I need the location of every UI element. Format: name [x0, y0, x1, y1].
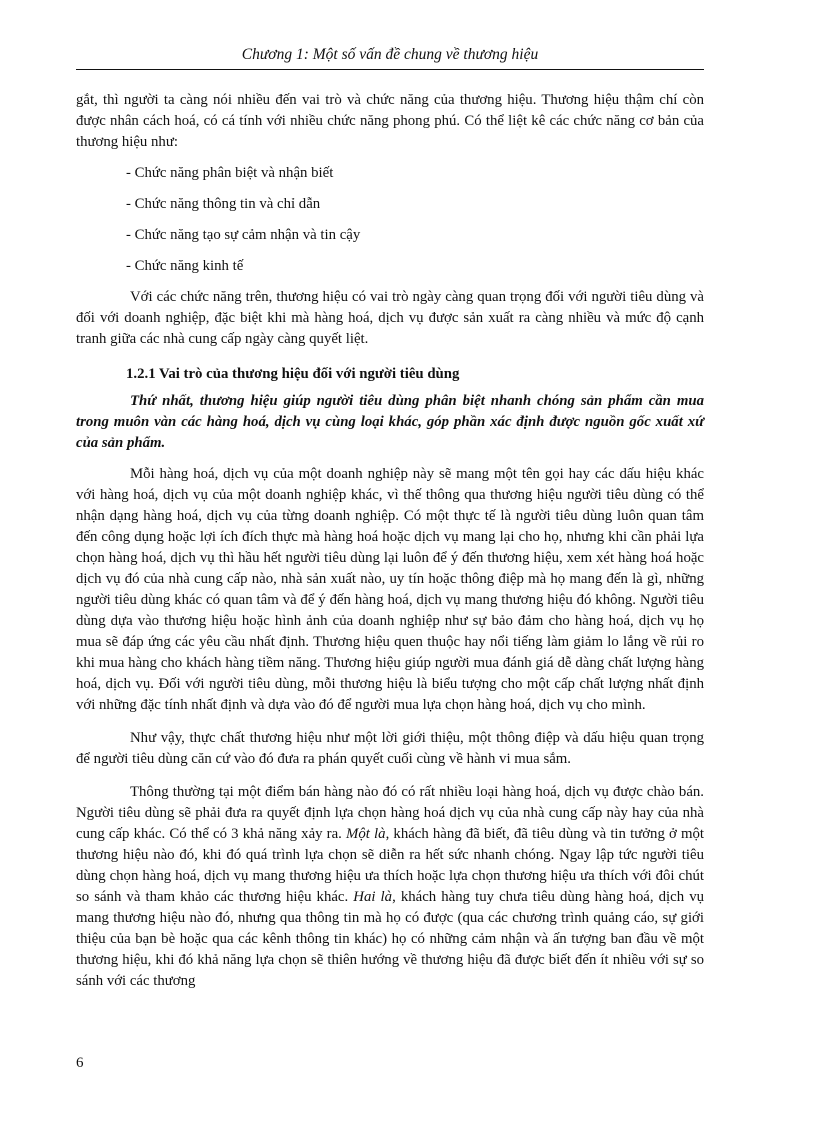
page-content [76, 90, 704, 992]
paragraph-3-italic-2: Hai là [353, 889, 393, 905]
first-point: Thứ nhất, thương hiệu giúp người tiêu dùng phân biệt nhanh chóng sản phẩm cần mua trong muôn vàn các hàng hoá, dịch vụ cùng loại khác, góp phần xác định được nguồn gốc xuất xứ của sản phẩm. [76, 393, 704, 451]
function-item-3: - Chức năng tạo sự cảm nhận và tin cậy [126, 227, 361, 243]
paragraph-3 [76, 782, 704, 992]
paragraph-3-part-b: , khách hàng đã biết, đã tiêu dùng và tin tưởng ở một thương hiệu nào đó, khi đó quá trình lựa chọn sẽ diễn ra hết sức nhanh chóng. Ngay lập tức người tiêu dùng chọn hàng hoá, dịch vụ mang thương hiệu ưa thích hoặc lựa chọn thương hiệu ưa thích với đôi chút so sánh và tham khảo các thương hiệu khác. [76, 826, 705, 905]
paragraph-3-part-c: , khách hàng tuy chưa tiêu dùng hàng hoá, dịch vụ mang thương hiệu nào đó, nhưng qua thông tin mà họ có được (qua các chương trình quảng cáo, sự giới thiệu của bạn bè hoặc qua các kênh thông tin khác) họ có những cảm nhận và ấn tượng ban đầu về một thương hiệu, khi đó khả năng lựa chọn sẽ thiên hướng về thương hiệu đã được biết đến ít nhiều với sự so sánh với các thương [76, 889, 705, 989]
intro-paragraph: gắt, thì người ta càng nói nhiều đến vai trò và chức năng của thương hiệu. Thương hiệu thậm chí còn được nhân cách hoá, có cá tính với nhiều chức năng phong phú. Có thể liệt kê các chức năng cơ bản của thương hiệu như: [76, 92, 704, 150]
header-rule [76, 69, 704, 70]
function-item-2: - Chức năng thông tin và chỉ dẫn [126, 196, 321, 212]
paragraph-1: Mỗi hàng hoá, dịch vụ của một doanh nghiệp này sẽ mang một tên gọi hay các dấu hiệu khác với hàng hoá, dịch vụ của một doanh nghiệp khác, vì thế thông qua thương hiệu người tiêu dùng có thể nhận dạng hàng hoá, dịch vụ của từng doanh nghiệp. Có một thực tế là người tiêu dùng luôn quan tâm đến công dụng hoặc lợi ích đích thực mà hàng hoá hoặc dịch vụ mang lại cho họ, nhưng khi cần phải lựa chọn hàng hoá, dịch vụ thì hầu hết người tiêu dùng lại luôn để ý đến thương hiệu, xem xét hàng hoá hoặc dịch vụ đó của nhà cung cấp nào, nhà sản xuất nào, uy tín hoặc thông điệp mà họ mang đến là gì, những người tiêu dùng khác có quan tâm và để ý đến hàng hoá, dịch vụ mang thương hiệu đó không. Người tiêu dùng dựa vào thương hiệu hoặc hình ảnh của doanh nghiệp như sự bảo đảm cho hàng hoá, dịch vụ họ mua sẽ đáp ứng các yêu cầu nhất định. Thương hiệu quen thuộc hay nổi tiếng làm giảm lo lắng về rủi ro khi mua hàng cho khách hàng tiềm năng. Thương hiệu giúp người mua đánh giá dễ dàng chất lượng hàng hoá, dịch vụ. Đối với người tiêu dùng, mỗi thương hiệu là biểu tượng cho một cấp chất lượng nhất định với những đặc tính nhất định và dựa vào đó để người mua lựa chọn hàng hoá, dịch vụ cho mình. [76, 466, 704, 713]
page-header: Chương 1: Một số vấn đề chung về thương hiệu [241, 46, 539, 63]
function-item-4: - Chức năng kinh tế [126, 258, 244, 274]
paragraph-2: Như vậy, thực chất thương hiệu như một lời giới thiệu, một thông điệp và dấu hiệu quan trọng để người tiêu dùng căn cứ vào đó đưa ra phán quyết cuối cùng về hành vi mua sắm. [76, 730, 704, 767]
paragraph-3-part-a: Thông thường tại một điểm bán hàng nào đó có rất nhiều loại hàng hoá, dịch vụ được chào bán. Người tiêu dùng sẽ phải đưa ra quyết định lựa chọn hàng hoá dịch vụ của nhà cung cấp này hay của nhà cung cấp khác. Có thể có 3 khả năng xảy ra. [76, 784, 704, 842]
paragraph-3-italic-1: Một là [346, 826, 386, 842]
page-number: 6 [76, 1055, 84, 1071]
section-heading: 1.2.1 Vai trò của thương hiệu đối với người tiêu dùng [126, 366, 460, 382]
roles-paragraph: Với các chức năng trên, thương hiệu có vai trò ngày càng quan trọng đối với người tiêu dùng và đối với doanh nghiệp, đặc biệt khi mà hàng hoá, dịch vụ được sản xuất ra càng nhiều và mức độ cạnh tranh giữa các nhà cung cấp ngày càng quyết liệt. [76, 289, 704, 347]
function-item-1: - Chức năng phân biệt và nhận biết [126, 165, 334, 181]
